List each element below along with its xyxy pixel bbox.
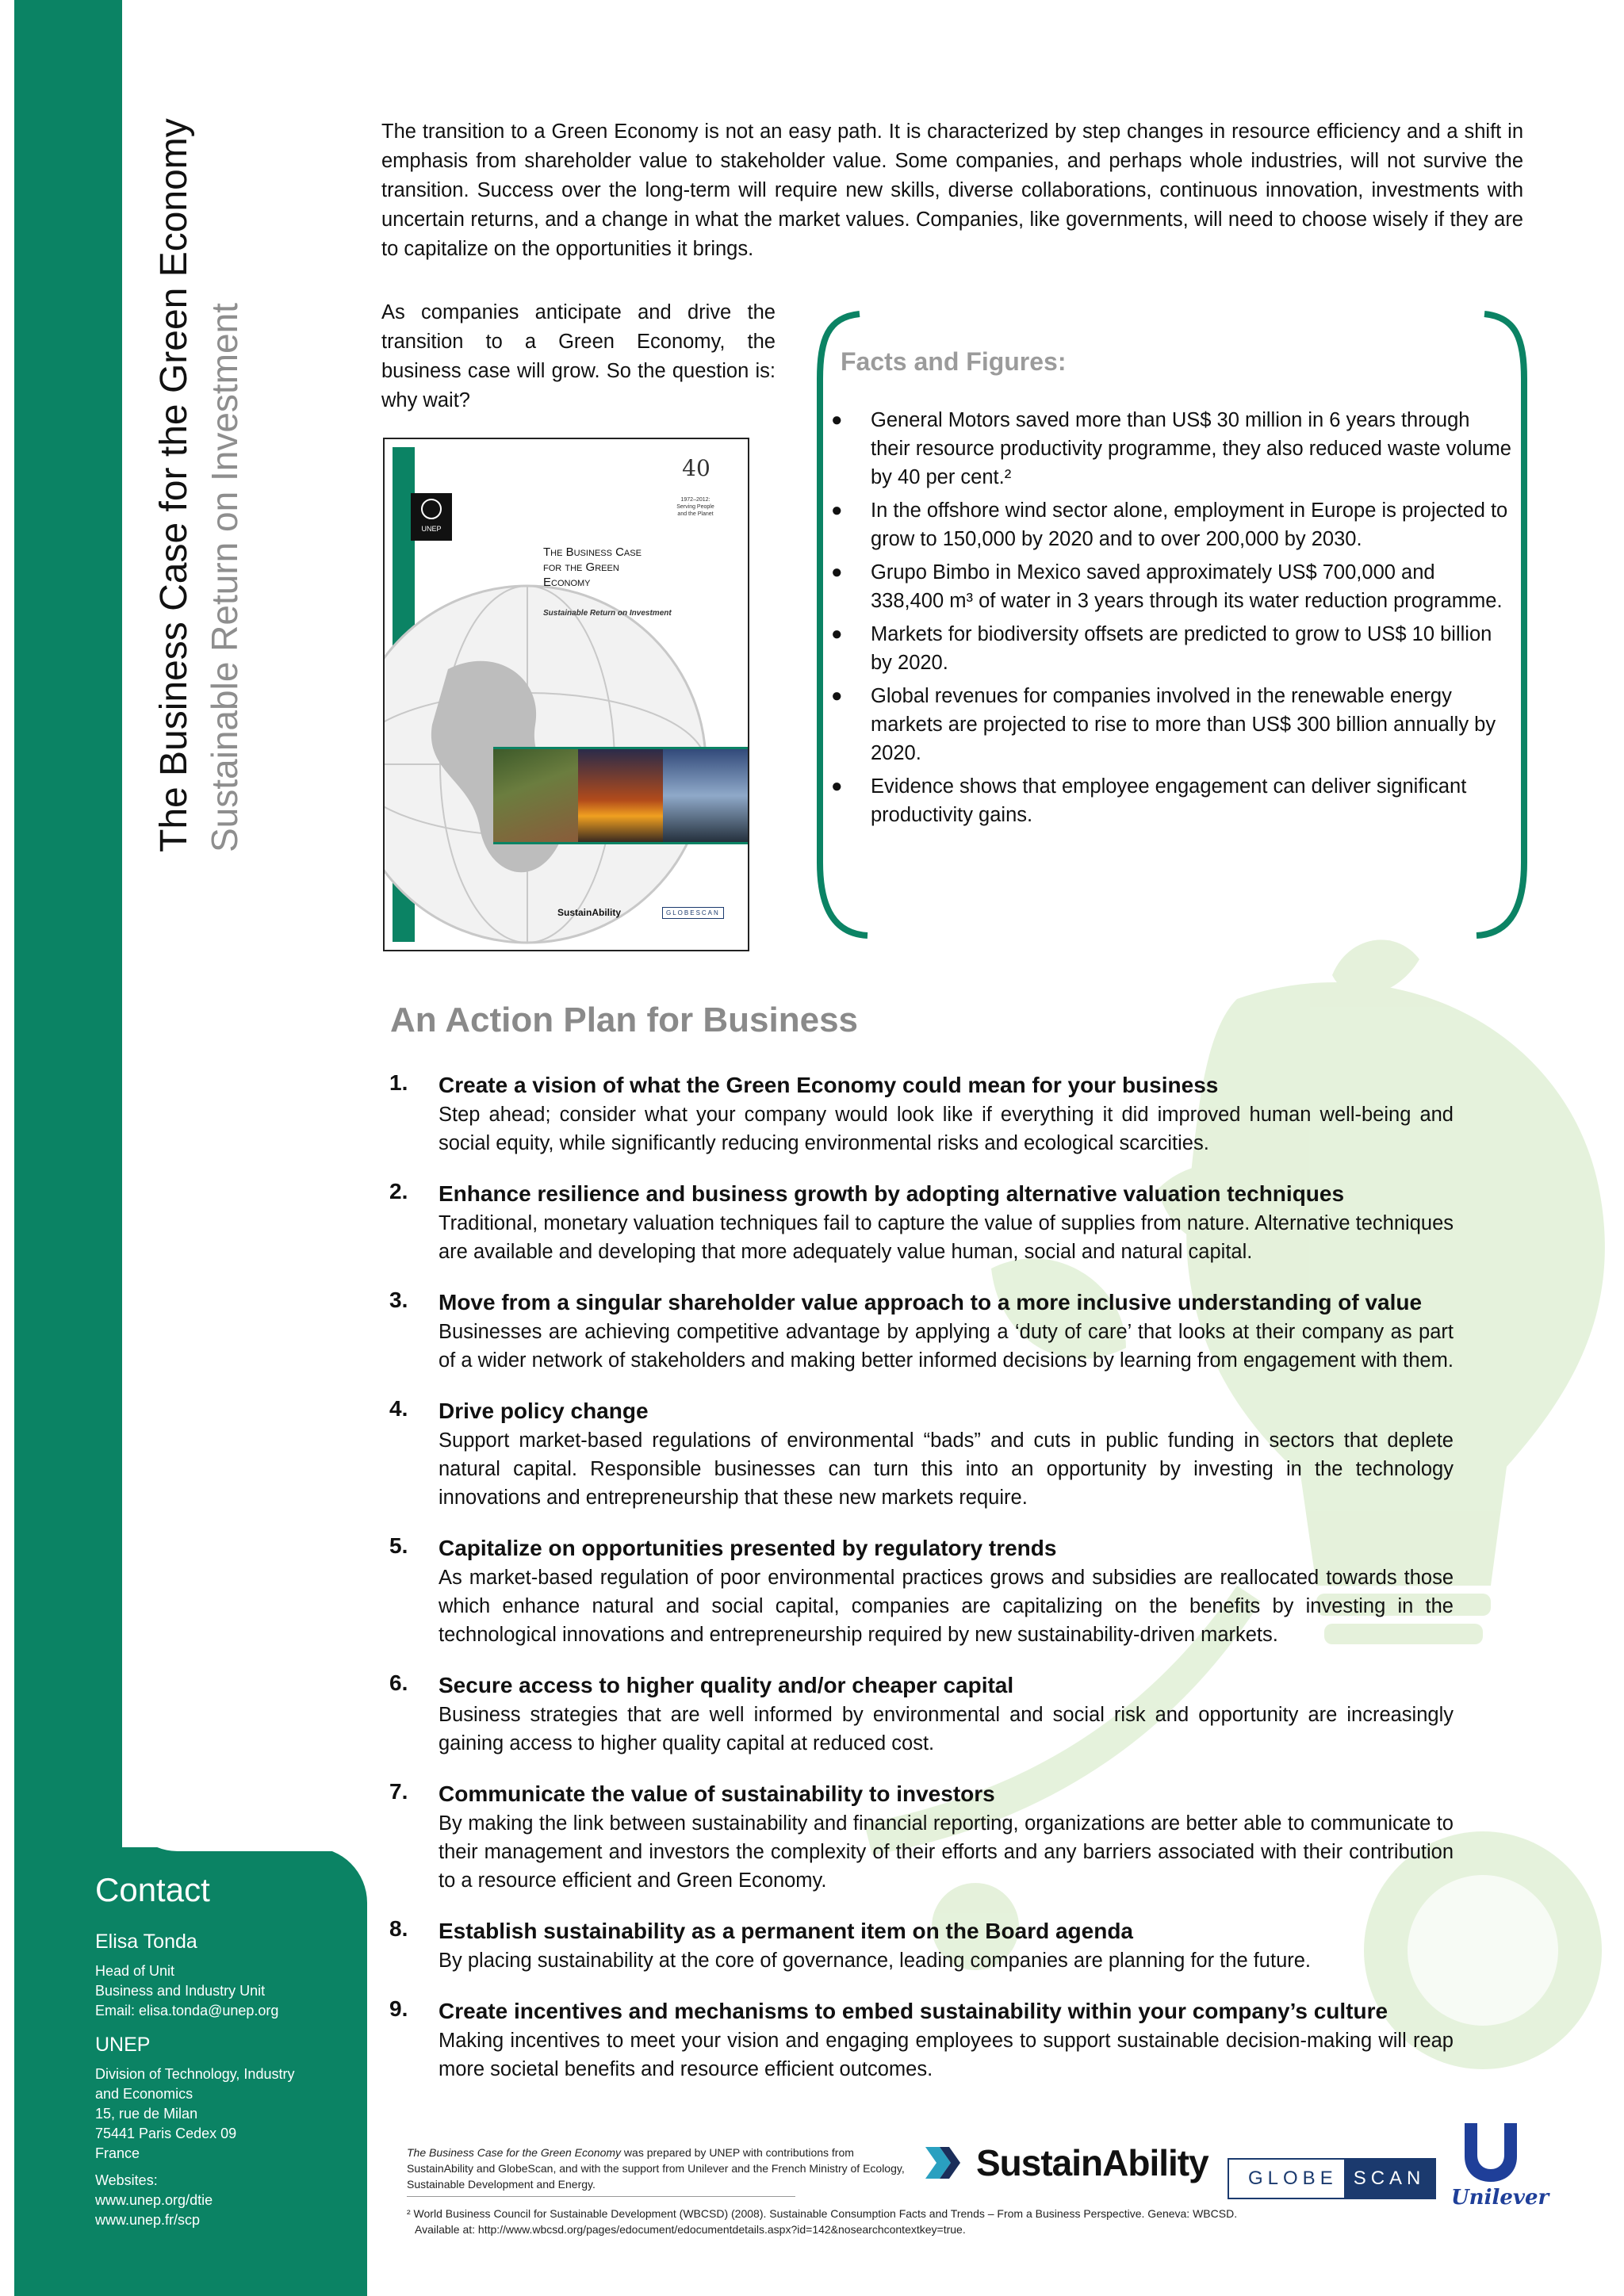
plan-heading: Secure access to higher quality and/or cheaper capital <box>439 1673 1014 1697</box>
fact-text: In the offshore wind sector alone, employment in Europe is projected to grow to 150,000 by 2020 and to over 200,000 by 2030. <box>871 499 1508 550</box>
contact-website-link[interactable]: www.unep.fr/scp <box>95 2212 201 2228</box>
intro-paragraph: The transition to a Green Economy is not an easy path. It is characterized by step changes in resource efficiency and a shift in emphasis from shareholder value to stakeholder value. Some companies, and perhaps whole industries, will not survive the transition. Success over the long-term will require new skills, diverse collaborations, continuous innovation, investments with uncertain returns, and a change in what the market values. Companies, like governments, will need to choose wisely if they are to capitalize on the opportunities it brings. <box>381 121 1523 260</box>
fact-item <box>831 620 1513 677</box>
sustainability-chevron-icon <box>922 2141 967 2185</box>
unilever-logo-text: Unilever <box>1451 2186 1549 2210</box>
plan-body: Making incentives to meet your vision and engaging employees to support sustainable decision-making will reap more societal benefits and resource efficient outcomes. <box>439 2030 1454 2080</box>
sidebar-notch <box>122 1736 367 1851</box>
plan-body: Step ahead; consider what your company would look like if everything it did improved human well-being and social equity, while significantly reducing environmental risks and ecological scarcities. <box>439 1104 1454 1154</box>
plan-number: 3. <box>389 1288 408 1312</box>
globescan-logo-text-a: GLOBE <box>1229 2160 1344 2198</box>
plan-item <box>389 1916 1515 1975</box>
unilever-logo <box>1451 2118 1549 2210</box>
plan-heading: Create a vision of what the Green Economy could mean for your business <box>439 1073 1219 1097</box>
contact-address-line: Division of Technology, Industry <box>95 2066 295 2082</box>
plan-body: By placing sustainability at the core of governance, leading companies are planning for the future. <box>439 1950 1312 1972</box>
plan-item <box>389 1670 1515 1758</box>
plan-heading: Drive policy change <box>439 1399 649 1423</box>
anniversary-caption <box>664 496 727 518</box>
lead-paragraph: As companies anticipate and drive the transition to a Green Economy, the business case will grow. So the question is: why wait? <box>381 301 776 411</box>
plan-heading: Capitalize on opportunities presented by regulatory trends <box>439 1536 1057 1560</box>
anniversary-years: 1972–2012: <box>680 497 710 503</box>
fact-text: General Motors saved more than US$ 30 million in 6 years through their resource productivity programme, they also reduced waste volume by 40 per cent.² <box>871 409 1511 488</box>
sustainability-logo-text: SustainAbility <box>976 2142 1208 2183</box>
unep-logo <box>411 493 452 541</box>
plan-item <box>389 1179 1515 1266</box>
plan-heading: Enhance resilience and business growth by adopting alternative valuation techniques <box>439 1181 1345 1206</box>
plan-body: Business strategies that are well informed by environmental and social risk and opportunity are increasingly gaining access to higher quality capital at reduced cost. <box>439 1704 1454 1755</box>
cover-photo-farmer <box>493 749 578 842</box>
contact-unit: Business and Industry Unit <box>95 1983 266 1999</box>
plan-item <box>389 1288 1515 1375</box>
contact-website-link[interactable]: www.unep.org/dtie <box>95 2192 213 2208</box>
plan-body: By making the link between sustainability and financial reporting, organizations are better able to communicate to their management and investors the complexity of their efforts and any barriers associated with their contribution to a resource efficient and Green Economy. <box>439 1812 1454 1892</box>
contact-name: Elisa Tonda <box>95 1931 197 1953</box>
bullet-icon: ● <box>831 775 843 797</box>
sustainability-logo <box>922 2141 1208 2185</box>
plan-number: 2. <box>389 1179 408 1203</box>
contact-websites-label: Websites: <box>95 2172 158 2188</box>
cover-sustainability-logo: SustainAbility <box>557 907 622 918</box>
contact-role: Head of Unit <box>95 1963 175 1979</box>
document-subtitle: Sustainable Return on Investment <box>204 303 245 852</box>
plan-heading: Communicate the value of sustainability to investors <box>439 1781 995 1806</box>
plan-heading: Establish sustainability as a permanent item on the Board agenda <box>439 1919 1133 1943</box>
cover-photo-strip <box>493 747 748 844</box>
plan-item <box>389 1070 1515 1158</box>
plan-heading: Move from a singular shareholder value approach to a more inclusive understanding of value <box>439 1290 1423 1314</box>
footnote-url[interactable]: Available at: http://www.wbcsd.org/pages/edocument/edocumentdetails.aspx?id=142&nosearchcontextkey=true. <box>415 2223 966 2236</box>
fact-item <box>831 558 1513 615</box>
unep-emblem-icon <box>411 493 452 523</box>
plan-number: 6. <box>389 1670 408 1695</box>
plan-body: Traditional, monetary valuation techniques fail to capture the value of supplies from nature. Alternative techniques are available and developing that more adequately value human, social and natural capital. <box>439 1212 1454 1263</box>
fact-text: Evidence shows that employee engagement can deliver significant productivity gains. <box>871 775 1467 826</box>
fact-text: Grupo Bimbo in Mexico saved approximately US$ 700,000 and 338,400 m³ of water in 3 years through its water reduction programme. <box>871 561 1503 612</box>
facts-list <box>831 406 1513 834</box>
bullet-icon: ● <box>831 409 843 430</box>
bullet-icon: ● <box>831 685 843 706</box>
globescan-logo <box>1228 2158 1436 2199</box>
contact-address-line: and Economics <box>95 2086 193 2102</box>
globescan-logo-text-b: SCAN <box>1344 2160 1435 2198</box>
contact-title: Contact <box>95 1871 210 1908</box>
fact-item <box>831 406 1513 492</box>
contact-address-line: 75441 Paris Cedex 09 <box>95 2126 237 2141</box>
anniversary-mark: 40 <box>682 455 710 481</box>
plan-item <box>389 1533 1515 1649</box>
fact-text: Markets for biodiversity offsets are predicted to grow to US$ 10 billion by 2020. <box>871 623 1492 674</box>
anniversary-line2: Serving People <box>676 504 714 510</box>
cover-title <box>543 545 733 590</box>
plan-body: Businesses are achieving competitive advantage by applying a ‘duty of care’ that looks at their company as part of a wider network of stakeholders and making better informed decisions by learning from engagement with them. <box>439 1321 1454 1372</box>
bullet-icon: ● <box>831 623 843 645</box>
cover-title-line2: for the Green <box>543 561 619 574</box>
fact-item <box>831 772 1513 829</box>
contact-org: UNEP <box>95 2034 151 2056</box>
plan-heading: Create incentives and mechanisms to embed sustainability within your company’s culture <box>439 1999 1388 2023</box>
plan-item <box>389 1996 1515 2084</box>
cover-photo-wind-turbines <box>578 749 663 842</box>
document-title: The Business Case for the Green Economy <box>153 118 195 852</box>
report-cover-image <box>383 438 749 951</box>
cover-subtitle: Sustainable Return on Investment <box>543 609 672 618</box>
prepared-text: was prepared by UNEP with contributions from SustainAbility and GlobeScan, and with the support from Unilever and the French Ministry of Ecology, Sustainable Development and Energy. <box>407 2146 905 2191</box>
fact-text: Global revenues for companies involved in the renewable energy markets are projected to rise to more than US$ 300 billion annually by 2020. <box>871 685 1496 764</box>
plan-number: 7. <box>389 1779 408 1804</box>
plan-item <box>389 1779 1515 1895</box>
action-plan-list <box>389 1070 1515 2105</box>
fact-item <box>831 682 1513 767</box>
sidebar-band <box>14 0 122 1847</box>
plan-number: 8. <box>389 1916 408 1941</box>
action-plan-title: An Action Plan for Business <box>390 1001 859 1039</box>
plan-number: 5. <box>389 1533 408 1558</box>
unep-logo-label: UNEP <box>421 525 442 533</box>
footnote-text: ² World Business Council for Sustainable Development (WBCSD) (2008). Sustainable Consumption Facts and Trends – From a Business Perspective. Geneva: WBCSD. <box>407 2207 1238 2220</box>
fact-item <box>831 496 1513 553</box>
prepared-by-note <box>407 2145 914 2192</box>
plan-number: 1. <box>389 1070 408 1095</box>
footnote-divider <box>407 2196 795 2197</box>
plan-body: Support market-based regulations of environmental “bads” and cuts in public funding in sectors that deplete natural capital. Responsible businesses can turn this into an opportunity by investing in the technology innovations and entrepreneurship that these new markets require. <box>439 1429 1454 1509</box>
plan-number: 4. <box>389 1396 408 1421</box>
unilever-u-icon <box>1455 2118 1526 2185</box>
contact-address-line: 15, rue de Milan <box>95 2106 198 2122</box>
cover-photo-meeting <box>663 749 748 842</box>
plan-number: 9. <box>389 1996 408 2021</box>
plan-item <box>389 1396 1515 1512</box>
cover-title-line1: The Business Case <box>543 545 642 559</box>
bullet-icon: ● <box>831 561 843 583</box>
contact-email[interactable]: Email: elisa.tonda@unep.org <box>95 2003 279 2019</box>
anniversary-line3: and the Planet <box>677 511 714 517</box>
bullet-icon: ● <box>831 499 843 521</box>
cover-globescan-logo: GLOBESCAN <box>662 907 724 919</box>
prepared-title: The Business Case for the Green Economy <box>407 2146 622 2159</box>
cover-title-line3: Economy <box>543 576 591 589</box>
footnote <box>407 2206 1517 2237</box>
contact-address-line: France <box>95 2145 140 2161</box>
facts-title: Facts and Figures: <box>841 347 1067 376</box>
plan-body: As market-based regulation of poor environmental practices grows and subsidies are reallocated towards those which enhance natural and social capital, companies are capitalizing on the benefits by investing in the technological innovations and entrepreneurship required by new sustainability-driven markets. <box>439 1567 1454 1646</box>
